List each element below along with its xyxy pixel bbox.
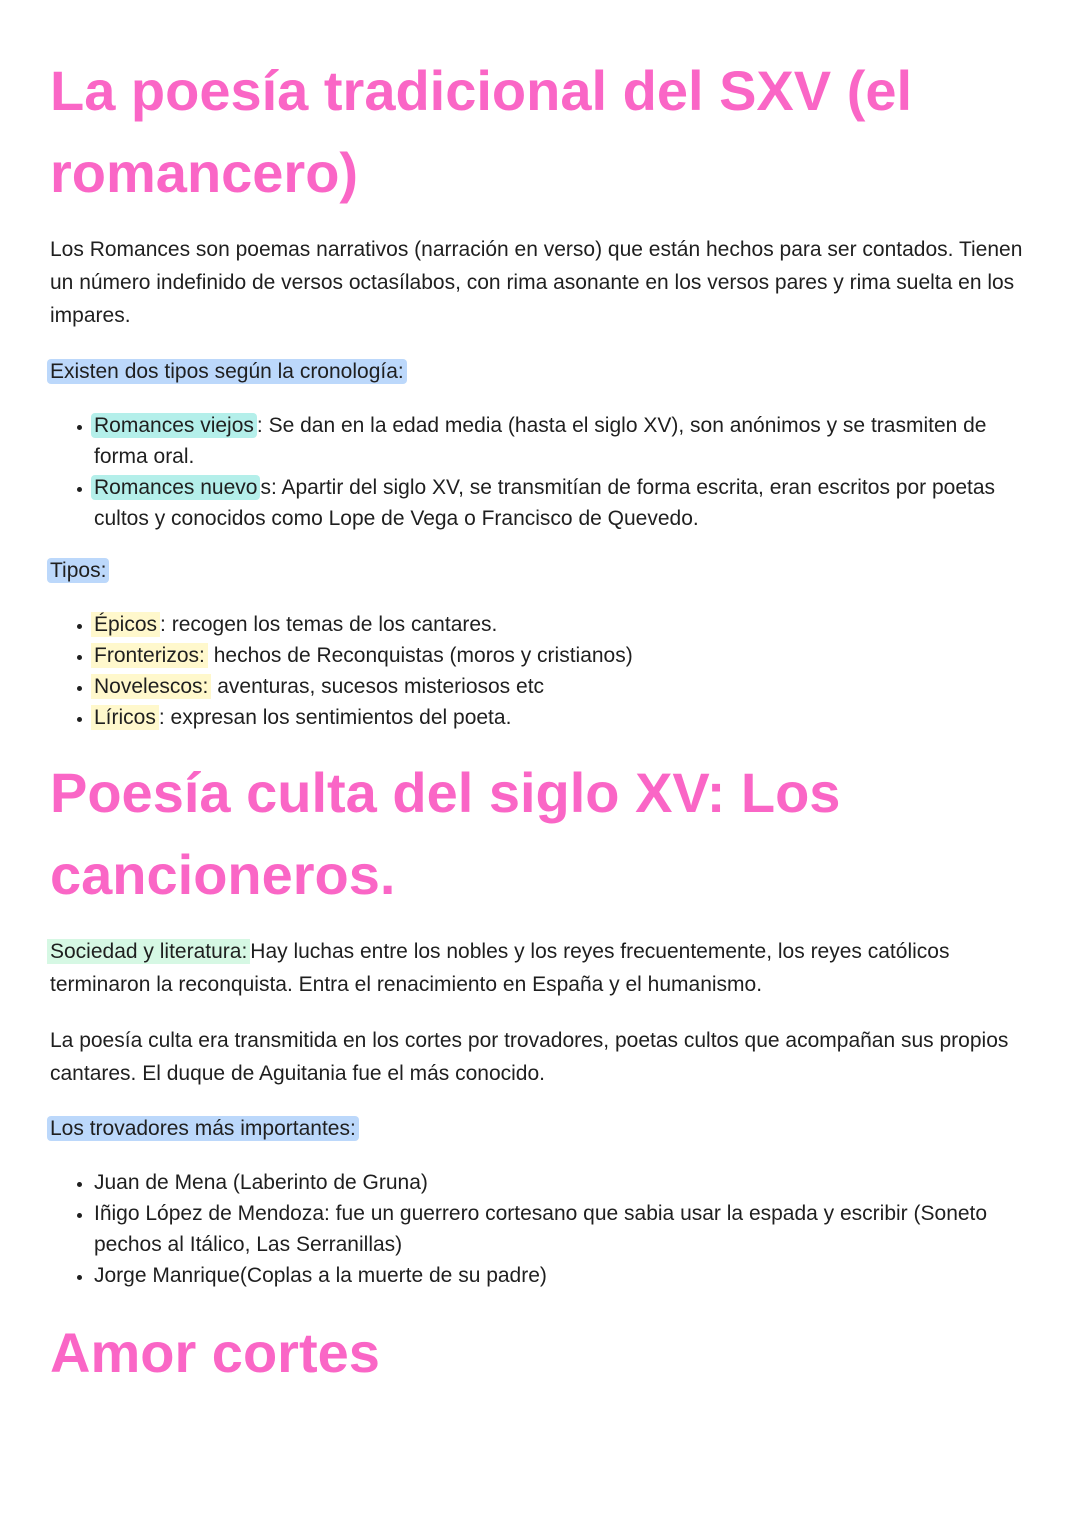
heading-cancioneros: Poesía culta del siglo XV: Los cancioneros. — [50, 761, 841, 906]
heading-amor-cortes: Amor cortes — [50, 1321, 380, 1384]
romancero-intro-block — [50, 233, 1040, 332]
separator: s: — [260, 476, 277, 499]
sociedad-block — [50, 935, 1040, 1001]
term: Novelescos: — [91, 674, 211, 699]
item-text: Se dan en la edad media (hasta el siglo XV), son anónimos y se trasmiten de forma oral. — [94, 414, 987, 468]
list-item — [94, 671, 1040, 702]
item-text: hechos de Reconquistas (moros y cristianos) — [207, 644, 633, 667]
romancero-intro: Los Romances son poemas narrativos (narración en verso) que están hechos para ser contados. Tienen un número indefinido de versos octasílabos, con rima asonante en los versos pares y rima suelta en los impares. — [50, 238, 1023, 327]
list-item — [94, 609, 1040, 640]
list-item: • Juan de Mena (Laberinto de Gruna) — [94, 1167, 1040, 1198]
trovadores-list — [50, 1167, 1040, 1291]
poesia-culta-block — [50, 1024, 1040, 1090]
item-text: : recogen los temas de los cantares. — [160, 613, 498, 636]
section-cancioneros-heading-block — [50, 752, 1040, 916]
term-romances-viejos: Romances viejos — [91, 413, 257, 438]
sociedad-label: Sociedad y literatura: — [47, 939, 250, 964]
list-item — [94, 472, 1040, 534]
trovadores-block — [50, 1112, 1040, 1291]
term: Líricos — [91, 705, 159, 730]
term-romances-nuevos: Romances nuevo — [91, 475, 260, 500]
cronologia-block — [50, 355, 1040, 534]
list-item — [94, 640, 1040, 671]
item-text: aventuras, sucesos misteriosos etc — [211, 675, 545, 698]
cronologia-label: Existen dos tipos según la cronología: — [47, 359, 407, 384]
tipos-block — [50, 554, 1040, 733]
section-romancero-heading-block — [50, 50, 1040, 214]
list-item: • Iñigo López de Mendoza: fue un guerrero cortesano que sabia usar la espada y escribir (Soneto pechos al Itálico, Las Serranillas) — [94, 1198, 1040, 1260]
poesia-culta-text: La poesía culta era transmitida en los cortes por trovadores, poetas cultos que acompañan sus propios cantares. El duque de Aguitania fue el más conocido. — [50, 1029, 1009, 1085]
tipos-list — [50, 609, 1040, 733]
section-amor-cortes-heading-block — [50, 1312, 1040, 1394]
list-item: • Jorge Manrique(Coplas a la muerte de su padre) — [94, 1260, 1040, 1291]
item-text: : expresan los sentimientos del poeta. — [158, 706, 512, 729]
term: Épicos — [91, 612, 160, 637]
item-text: Apartir del siglo XV, se transmitían de forma escrita, eran escritos por poetas cultos y conocidos como Lope de Vega o Francisco de Quevedo. — [94, 476, 996, 530]
list-item — [94, 702, 1040, 733]
list-item — [94, 410, 1040, 472]
trovadores-label: Los trovadores más importantes: — [47, 1116, 359, 1141]
term: Fronterizos: — [91, 643, 208, 668]
heading-romancero: La poesía tradicional del SXV (el romancero) — [50, 59, 913, 204]
cronologia-list — [50, 410, 1040, 534]
tipos-label: Tipos: — [47, 558, 109, 583]
separator: : — [256, 414, 263, 437]
sociedad-text: Hay luchas entre los nobles y los reyes frecuentemente, los reyes católicos terminaron la reconquista. Entra el renacimiento en España y el humanismo. — [50, 940, 950, 996]
